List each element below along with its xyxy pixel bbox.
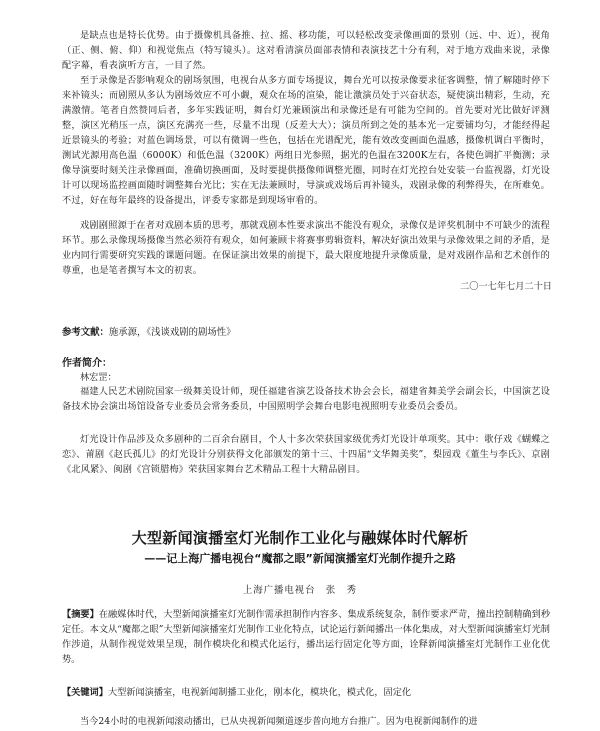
keywords — [62, 684, 550, 698]
body-paragraph-2: 至于录像是否影响观众的剧场氛围，电视台从多方面专场提议，舞台光可以按录像要求征客调整，情了解随时停下来补镜头；而剧照从多认为剧场效应不可小觑，观众在场的渲染，能让激演员处于兴奋状态，疑使演出精彩，生动，充满激情。笔者自然赞同后者，多年实践证明，舞台灯光兼顾演出和录像还是有可能为空间的。首先要对光比做好评测整，演区光稍压一点，演区充满亮一些，尽量不出现（反差大大）；演员所到之处的基本光一定要铺均匀，才能经得起近景镜头的考验；对蓝色调场景，可以有微调一些色，包括在光谱配光，能有效改变画面色温感，摄像机调白平衡时，测试光源用高色温（6000K）和低色温（3200K）两组日光参照，据光的色温在3200K左右，各使色调扩平衡测；录像导演要时刻关注录像画面，准确切换画面，及时要提供摄像师调整光圈，同时在灯光控台处安装一台监视器，灯光设计可以现场监控画面随时调整舞台光比；实在无法兼顾时，导演或戏场后再补镜头，戏剧录像的利弊得失，在所难免。不过，好在每年最终的设备提出，评委专家都是到现场审看的。 — [62, 75, 550, 206]
references — [62, 324, 235, 338]
keywords-label: 【关键词】 — [62, 687, 108, 698]
abstract-text: 在融媒体时代，大型新闻演播室灯光制作需承担制作内容多、集成系统复杂，制作要求严苛，撞出控制精确到秒定任。本文从“魔都之眼”大型新闻演播室灯光制作工业化特点，试论运行新闻播出一体化集成，对大型新闻演播室灯光制作涉道，从制作视觉效果呈现，制作模块化和模式化运行，播出运行固定化等方面，诠释新闻演播室灯光制作工业化优势。 — [62, 609, 551, 665]
body-paragraph-1: 是缺点也是特长优势。由于摄像机具备推、拉、摇、移功能，可以轻松改变录像画面的景别（远、中、近），视角（正、侧、俯、仰）和视觉焦点（特写镜头）。这对看清演员面部表情和表演技艺十分有利，对于地方戏曲来说，录像配字幕，看表演听方言，一目了然。 — [62, 30, 550, 71]
abstract — [62, 607, 550, 667]
author-bio-heading: 作者简介： — [62, 358, 112, 369]
article-date: 二〇一七年七月二十日 — [460, 281, 552, 292]
article-title: 大型新闻演播室灯光制作工业化与融媒体时代解析 — [131, 529, 469, 547]
article-author: 上海广播电视台 张 秀 — [242, 585, 358, 596]
abstract-label: 【摘要】 — [62, 609, 99, 620]
body-first-line: 当今24小时的电视新闻滚动播出，已从央视新闻频道逐步普向地方台推广。因为电视新闻制作的进 — [80, 716, 478, 727]
references-label: 参考文献： — [62, 327, 109, 338]
reference-item: 施承源，《浅谈戏剧的剧场性》 — [108, 327, 236, 338]
author-bio-paragraph-1: 福建人民艺术剧院国家一级舞美设计师，现任福建省演艺设备技术协会会长，福建省舞美学会副会长，中国演艺设备技术协会演出场馆设备专业委员会常务委员，中国照明学会舞台电影电视照明专业委员会委员。 — [62, 386, 550, 412]
article-subtitle: ——记上海广播电视台“魔都之眼”新闻演播室灯光制作提升之路 — [144, 552, 456, 565]
keywords-text: 大型新闻演播室，电视新闻制播工业化，刚本化，模块化，模式化，固定化 — [107, 687, 412, 698]
body-paragraph-3: 戏剧剧照源于在者对戏剧本质的思考，那就戏剧本性要求演出不能没有观众，录像仅是评奖机制中不可缺少的流程环节。那么录像现场摄像当然必须符有观众，如何兼顾卡将赛事剪辑资料，解决好演出效果与录像效果之间的矛盾，是业内同行需要研究实践的课题问题。在保证演出效果的前提下，最大限度地提升录像质量，是对戏剧作品和艺术创作的尊重，也是笔者撰写本文的初衷。 — [62, 220, 550, 276]
author-bio-name: 林宏罡： — [80, 372, 117, 383]
author-bio-paragraph-2: 灯光设计作品涉及众多剧种的二百余台剧目，个人十多次荣获国家级优秀灯光设计单项奖。其中：歌仔戏《蝴蝶之恋》、莆剧《赵氏孤儿》的灯光设计分别获得文化部颁发的第十三、十四届“文华舞美奖”，梨园戏《董生与李氏》、京剧《北风紧》、闽剧《宫锁腊梅》荣获国家舞台艺术精品工程十大精品剧目。 — [62, 434, 550, 475]
